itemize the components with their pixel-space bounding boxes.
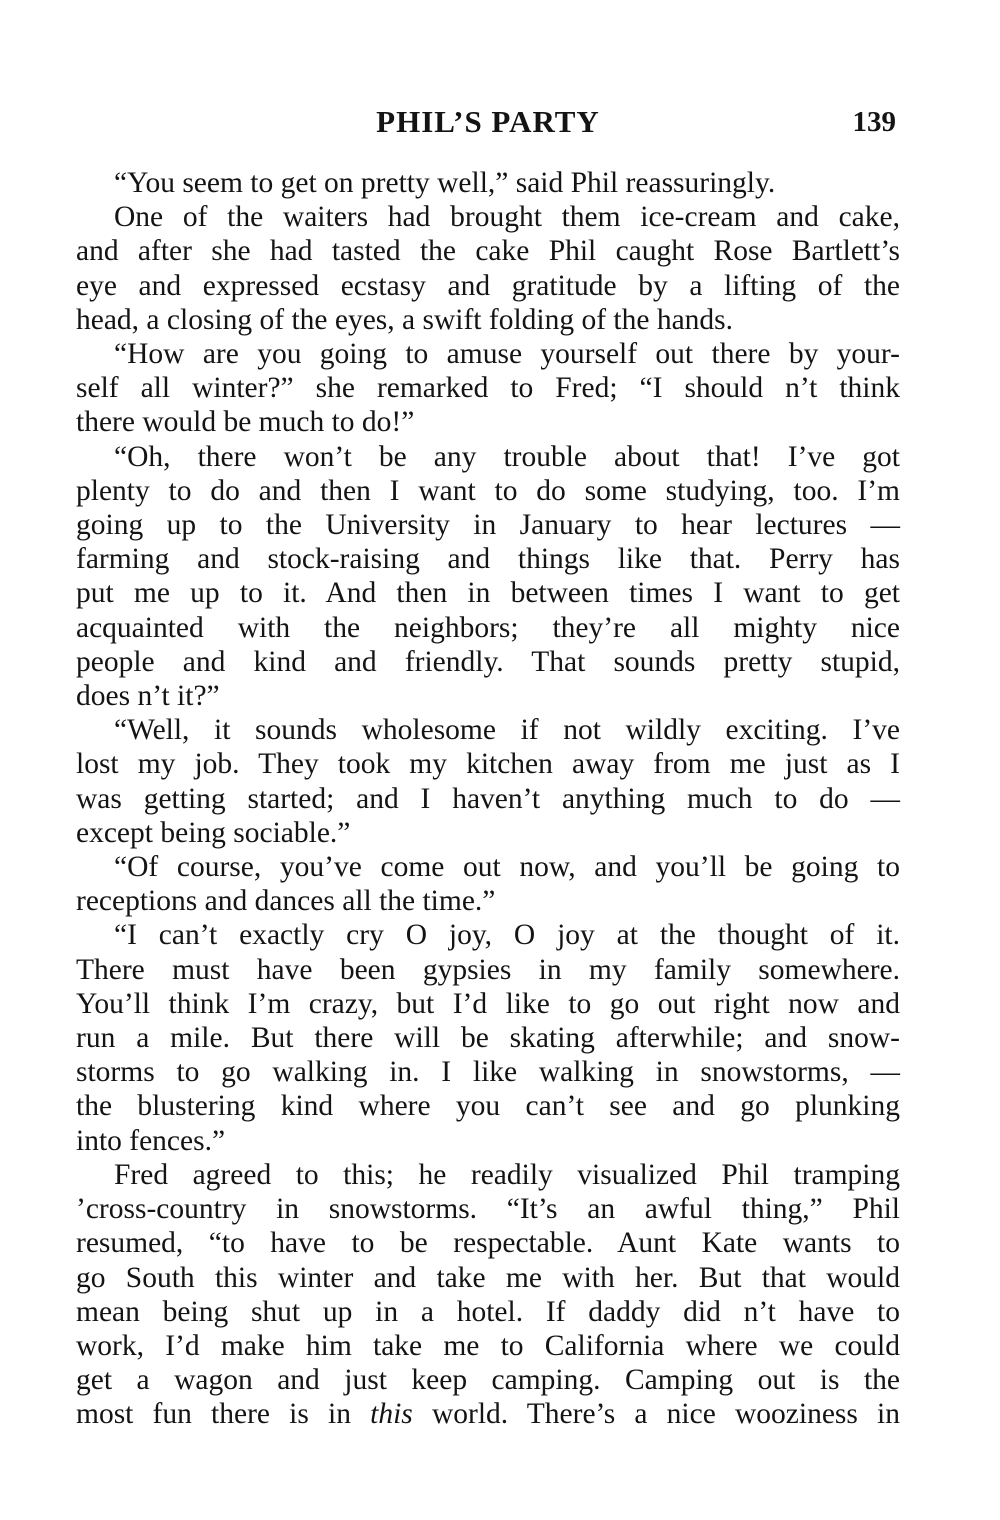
text-line: acquainted with the neighbors; they’re all mighty nice bbox=[76, 611, 900, 644]
text-line bbox=[76, 1397, 900, 1431]
text-line: One of the waiters had brought them ice-cream and cake, bbox=[114, 201, 900, 234]
paragraph bbox=[76, 166, 900, 200]
text-line: work, I’d make him take me to California where we could bbox=[76, 1329, 900, 1362]
book-page bbox=[76, 104, 900, 1432]
emphasis-text: this bbox=[370, 1398, 413, 1431]
text-line: self all winter?” she remarked to Fred; “I should n’t think bbox=[76, 372, 900, 405]
paragraph bbox=[76, 918, 900, 1157]
paragraph bbox=[76, 440, 900, 714]
text-line: lost my job. They took my kitchen away from me just as I bbox=[76, 748, 900, 781]
paragraph bbox=[76, 200, 900, 337]
text-line: farming and stock-raising and things like that. Perry has bbox=[76, 543, 900, 576]
page-number: 139 bbox=[852, 106, 896, 138]
text-line: “Well, it sounds wholesome if not wildly exciting. I’ve bbox=[114, 714, 900, 747]
text-line: there would be much to do!” bbox=[76, 406, 415, 439]
paragraph bbox=[76, 1158, 900, 1432]
text-line: except being sociable.” bbox=[76, 816, 351, 849]
text-line: the blustering kind where you can’t see and go plunking bbox=[76, 1090, 900, 1123]
text-line: head, a closing of the eyes, a swift folding of the hands. bbox=[76, 303, 734, 336]
text-line: “Of course, you’ve come out now, and you’ll be going to bbox=[114, 851, 900, 884]
text-line: Fred agreed to this; he readily visualized Phil tramping bbox=[114, 1158, 900, 1191]
paragraph bbox=[76, 850, 900, 918]
paragraph bbox=[76, 337, 900, 440]
text-line: receptions and dances all the time.” bbox=[76, 885, 496, 918]
text-line: go South this winter and take me with her. But that would bbox=[76, 1261, 900, 1294]
chapter-title: PHIL’S PARTY bbox=[376, 104, 600, 139]
body-text bbox=[76, 166, 900, 1432]
text-line: “You seem to get on pretty well,” said Phil reassuringly. bbox=[114, 167, 776, 199]
text-line: get a wagon and just keep camping. Camping out is the bbox=[76, 1364, 900, 1397]
running-head bbox=[76, 104, 900, 144]
text-line: going up to the University in January to hear lectures — bbox=[76, 509, 900, 542]
text-line: was getting started; and I haven’t anything much to do — bbox=[76, 782, 900, 815]
text-line: ’cross-country in snowstorms. “It’s an awful thing,” Phil bbox=[76, 1193, 900, 1226]
text-line: mean being shut up in a hotel. If daddy did n’t have to bbox=[76, 1295, 900, 1328]
text-line: put me up to it. And then in between times I want to get bbox=[76, 577, 900, 610]
text-line: eye and expressed ecstasy and gratitude by a lifting of the bbox=[76, 269, 900, 302]
text-line: run a mile. But there will be skating afterwhile; and snow- bbox=[76, 1022, 900, 1055]
text-line: “How are you going to amuse yourself out there by your- bbox=[114, 338, 900, 371]
text-line: plenty to do and then I want to do some studying, too. I’m bbox=[76, 474, 900, 507]
text-line: “I can’t exactly cry O joy, O joy at the thought of it. bbox=[114, 919, 900, 952]
text-line: does n’t it?” bbox=[76, 680, 220, 713]
text-line: resumed, “to have to be respectable. Aunt Kate wants to bbox=[76, 1227, 900, 1260]
text-line: There must have been gypsies in my family somewhere. bbox=[76, 953, 900, 986]
text-line: “Oh, there won’t be any trouble about that! I’ve got bbox=[114, 440, 900, 473]
text-line: and after she had tasted the cake Phil caught Rose Bartlett’s bbox=[76, 235, 900, 268]
text-run: world. There’s a nice wooziness in bbox=[412, 1398, 900, 1431]
text-run: most fun there is in bbox=[76, 1398, 371, 1431]
paragraph bbox=[76, 713, 900, 850]
text-line: You’ll think I’m crazy, but I’d like to go out right now and bbox=[76, 987, 900, 1020]
text-line: into fences.” bbox=[76, 1124, 226, 1157]
text-line: people and kind and friendly. That sounds pretty stupid, bbox=[76, 645, 900, 678]
text-line: storms to go walking in. I like walking in snowstorms, — bbox=[76, 1056, 900, 1089]
